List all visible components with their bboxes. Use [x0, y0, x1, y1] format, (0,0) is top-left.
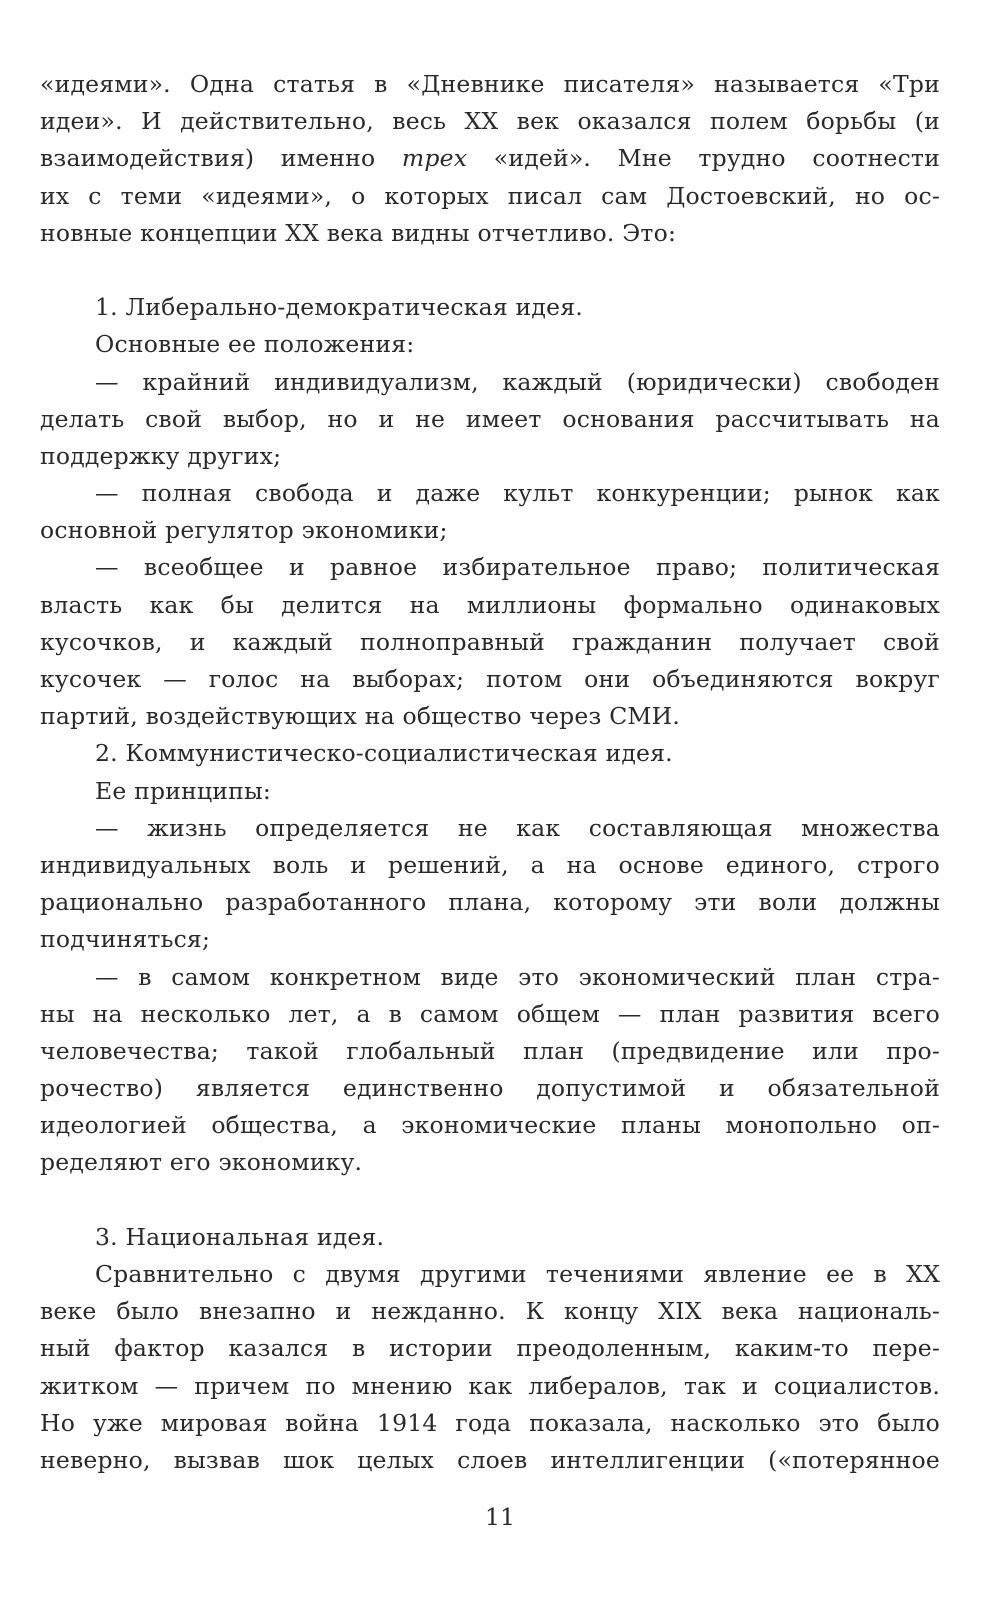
text-line: житком — причем по мнению как либералов, так и социалистов. — [40, 1371, 940, 1400]
text-line: веке было внезапно и нежданно. К концу XIX века националь- — [40, 1297, 940, 1326]
text-line — [40, 140, 940, 177]
section-subheading: Ее принципы: — [95, 776, 272, 805]
text-line: идеологией общества, а экономические планы монопольно оп- — [40, 1111, 940, 1140]
text-span: взаимодействия) именно — [40, 144, 402, 173]
section-subheading: Основные ее положения: — [95, 330, 415, 359]
text-line: — крайний индивидуализм, каждый (юридически) свободен — [95, 367, 940, 396]
intro-paragraph — [40, 66, 940, 252]
text-line: их с теми «идеями», о которых писал сам Достоевский, но ос- — [40, 181, 940, 210]
text-line: ределяют его экономику. — [40, 1148, 363, 1177]
text-line: партий, воздействующих на общество через СМИ. — [40, 702, 681, 731]
text-line: человечества; такой глобальный план (предвидение или про- — [40, 1036, 940, 1065]
blank-line — [40, 1182, 940, 1219]
section-heading: 3. Национальная идея. — [95, 1222, 385, 1251]
text-line: Сравнительно с двумя другими течениями явление ее в XX — [95, 1260, 940, 1288]
idea3-section — [40, 1219, 940, 1479]
text-line: основной регулятор экономики; — [40, 516, 448, 545]
text-line: власть как бы делится на миллионы формально одинаковых — [40, 590, 940, 619]
text-line: «идеями». Одна статья в «Дневнике писателя» называется «Три — [40, 70, 940, 98]
blank-line — [40, 252, 940, 289]
idea2-section — [40, 735, 940, 1181]
text-line: — в самом конкретном виде это экономический план стра- — [95, 962, 940, 991]
text-line: рочество) является единственно допустимой и обязательной — [40, 1074, 940, 1103]
text-line: Но уже мировая война 1914 года показала, насколько это было — [40, 1408, 940, 1437]
section-heading: 1. Либерально-демократическая идея. — [95, 293, 583, 322]
text-line: делать свой выбор, но и не имеет основания рассчитывать на — [40, 404, 940, 433]
text-line: новные концепции XX века видны отчетливо. Это: — [40, 218, 677, 247]
text-line: кусочков, и каждый полноправный гражданин получает свой — [40, 627, 940, 656]
page-number: 11 — [485, 1503, 515, 1531]
page-text — [40, 66, 940, 1479]
text-line: — всеобщее и равное избирательное право; политическая — [95, 553, 940, 582]
idea1-section — [40, 289, 940, 735]
text-line: подчиняться; — [40, 925, 211, 954]
text-line: — жизнь определяется не как составляющая множества — [95, 813, 940, 842]
text-line: ны на несколько лет, а в самом общем — план развития всего — [40, 999, 940, 1028]
text-line: рационально разработанного плана, которому эти воли должны — [40, 888, 940, 917]
text-line: — полная свобода и даже культ конкуренции; рынок как — [95, 479, 940, 508]
emphasis-word: трех — [401, 144, 468, 173]
text-line: неверно, вызвав шок целых слоев интеллигенции («потерянное — [40, 1445, 940, 1474]
section-heading: 2. Коммунистическо-социалистическая идея. — [95, 739, 673, 768]
text-line: кусочек — голос на выборах; потом они объединяются вокруг — [40, 665, 940, 693]
text-span: «идей». Мне трудно соотнести — [467, 144, 940, 173]
text-line: индивидуальных воль и решений, а на основе единого, строго — [40, 850, 940, 879]
text-line: поддержку других; — [40, 441, 282, 470]
text-line: идеи». И действительно, весь XX век оказался полем борьбы (и — [40, 107, 940, 136]
text-line: ный фактор казался в истории преодоленным, каким-то пере- — [40, 1334, 940, 1363]
